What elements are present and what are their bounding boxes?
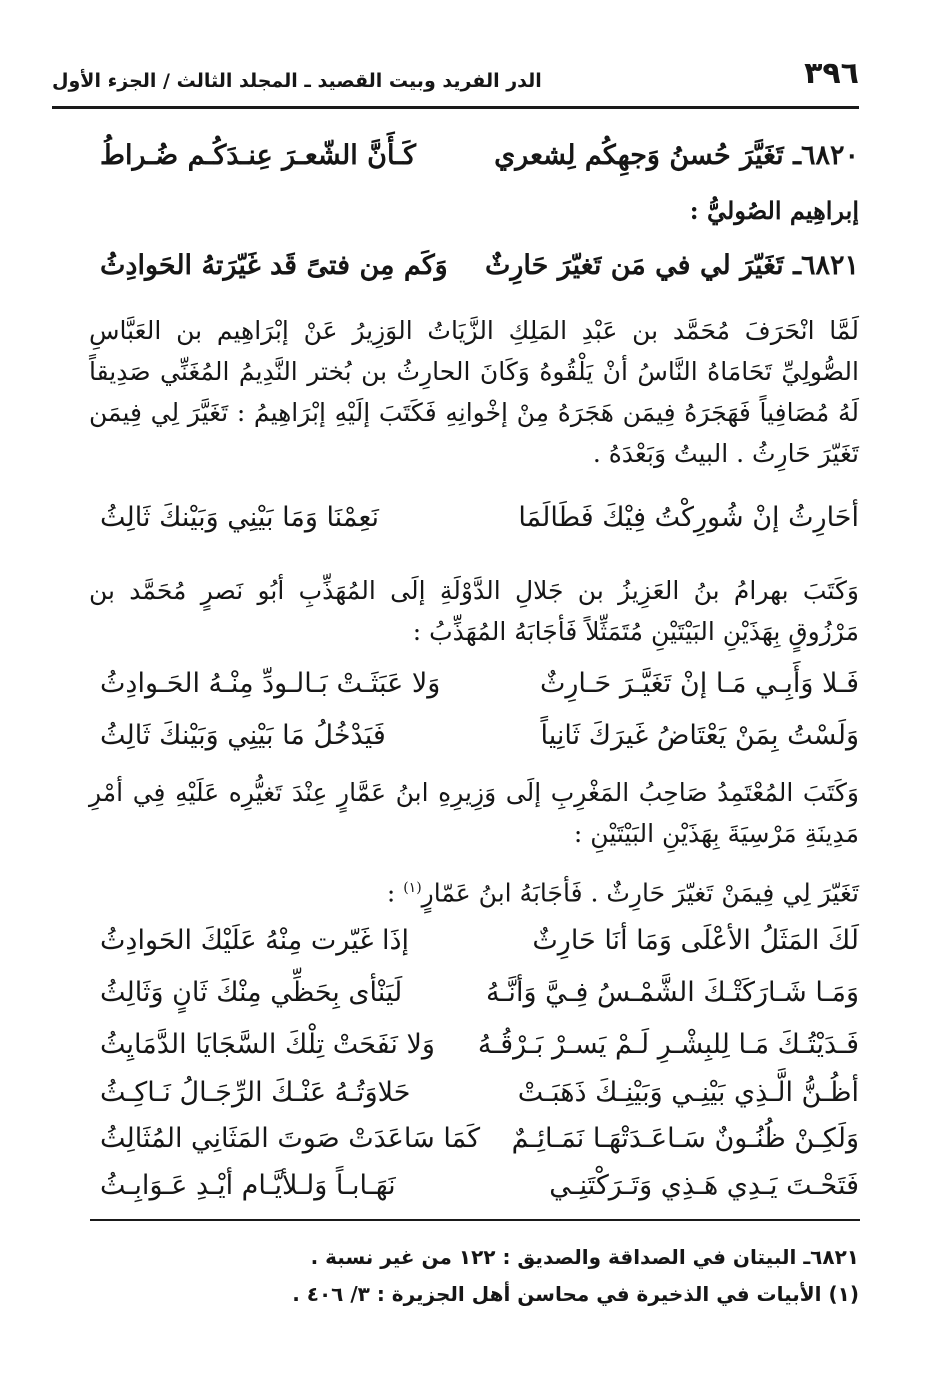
prose-paragraph-2: وَكَتَبَ بهرامُ بنُ العَزِيزُ بن جَلالِ الدَّوْلَةِ إلَى المُهَذِّبِ أبُو نَصرٍ مُحَمَّد بن مَرْزُوقٍ بِهَذَيْنِ البَيْتَيْنِ مُتَمَثِّلاً فَأجَابَهُ المُهَذِّبُ : (89, 576, 859, 646)
verse-6821 (100, 250, 859, 300)
verse-second-hemistich: فَيَدْخُلُ مَا بَيْنِي وَبَيْنكَ ثَالِثُ (100, 720, 386, 751)
verse-second-hemistich: كَـأَنَّ الشّعـرَ عِنـدَكُـم ضُـراطُ (100, 140, 416, 171)
prose-colon: : (386, 878, 404, 908)
verse-ibn-ammar-3 (100, 1029, 859, 1079)
verse-first-hemistich: وَلَكِـنْ ظُنُـونٌ سَـاعَـدَتْهَـا نَمَـائِـمٌ (511, 1123, 859, 1154)
verse-ibn-ammar-6 (100, 1170, 859, 1220)
verse-ibn-ammar-1 (100, 925, 859, 975)
verse-first-hemistich: فَتَحْـتَ يَـدِي هَـذِي وَتَـرَكْتَنِـي (549, 1170, 859, 1201)
verse-first-hemistich: أظُـنُّ الَّـذِي بَيْنِـي وَبَيْنِـكَ ذَهَبَـتْ (517, 1077, 859, 1108)
prose-text: تَغَيّرَ لِي فِيمَنْ تَغيّرَ حَارِثٌ . فَأجَابَهُ ابنُ عَمّارٍ (421, 878, 859, 908)
page-number: ٣٩٦ (804, 56, 859, 91)
verse-first-hemistich: فَـدَيْتُـكَ مَـا لِلبِشْـرِ لَـمْ يَسـرْ بَـرْقُـهُ (477, 1029, 859, 1060)
footnote-6821: ٦٨٢١ـ البيتان في الصداقة والصديق : ١٢٢ من غير نسبة . (310, 1245, 859, 1269)
verse-second-hemistich: لَيَنْأى بِحَظِّي مِنْكَ ثَانٍ وَثَالِثُ (100, 977, 403, 1008)
verse-ibn-ammar-5 (100, 1123, 859, 1173)
verse-second-hemistich: نَهَـابـاً وَلـلأيَّـام أيْـدِ عَـوَابِـثُ (100, 1170, 396, 1201)
verse-muhadhdhab-2 (100, 720, 859, 770)
footnote-reference: (١) (403, 880, 422, 896)
verse-second-hemistich: حَلاوَتُـهُ عَنْـكَ الرِّجَـالُ نَـاكِـثُ (100, 1077, 411, 1108)
verse-first-hemistich: ٦٨٢٠ـ تَغَيَّرَ حُسنُ وَجهِكُم لِشعري (494, 140, 859, 171)
footnote-1: (١) الأبيات في الذخيرة في محاسن أهل الجزيرة : ٣/ ٤٠٦ . (292, 1282, 859, 1306)
verse-second-hemistich: كَمَا سَاعَدَتْ صَوتَ المَثَانِي المُثَالِثُ (100, 1123, 481, 1154)
verse-first-hemistich: وَلَسْتُ بِمَنْ يَعْتَاضُ غَيرَكَ ثَانِياً (540, 720, 859, 751)
running-title: الدر الفريد وبيت القصيد ـ المجلد الثالث / الجزء الأول (52, 70, 542, 92)
prose-paragraph-4 (89, 868, 859, 913)
verse-first-hemistich: لَكَ المَثَلُ الأعْلَى وَمَا أنَا حَارِثٌ (532, 925, 859, 956)
verse-ibn-ammar-2 (100, 977, 859, 1027)
verse-second-hemistich: وَكَم مِن فتىً قَد غَيّرَتهُ الحَوادِثُ (100, 250, 448, 281)
verse-first-hemistich: أحَارِثُ إنْ شُورِكْتُ فِيْكَ فَطَالَمَا (518, 502, 859, 533)
page-header (52, 52, 859, 100)
verse-first-hemistich: فَـلا وَأَبِـي مَـا إنْ تَغَيَّـرَ حَـارِثٌ (539, 668, 859, 699)
verse-muhadhdhab-1 (100, 668, 859, 718)
verse-ibn-ammar-4 (100, 1077, 859, 1127)
prose-paragraph-1: لَمَّا انْحَرَفَ مُحَمَّد بن عَبْدِ المَلِكِ الزَّيَاتُ الوَزِيرُ عَنْ إبْرَاهِيم بن العَبَّاسِ الصُّولِيِّ تَحَامَاهُ النَّاسُ أنْ يَلْقُوهُ وَكَانَ الحارِثُ بن بُختر النَّدِيمُ المُغَنِّي صَدِيقاً لَهُ مُصَافِياً فَهَجَرَهُ فِيمَن هَجَرَهُ مِنْ إخْوانِهِ فَكَتَبَ إلَيْهِ إبْرَاهِيمُ : تَغَيَّرَ لِي فِيمَن تَغَيّرَ حَارِثُ . البيتُ وَبَعْدَهُ . (89, 316, 859, 468)
verse-second-hemistich: نَعِمْنَا وَمَا بَيْنِي وَبَيْنكَ ثَالِثُ (100, 502, 379, 533)
footnote-rule (90, 1219, 860, 1221)
poet-name: إبراهِيم الصُوليُّ : (689, 196, 859, 225)
header-rule (52, 106, 859, 109)
verse-harith (100, 502, 859, 552)
prose-paragraph-3: وَكَتَبَ المُعْتَمِدُ صَاحِبُ المَغْرِبِ إلَى وَزِيرِهِ ابنُ عَمَّارٍ عِنْدَ تَغيُّرِه عَلَيْهِ فِي أمْرِ مَدِينَةِ مَرْسِيَةَ بِهَذَيْنِ البَيْتَيْنِ : (89, 778, 859, 848)
verse-second-hemistich: وَلا نَفَحَتْ تِلْكَ السَّجَايَا الدَّمَايِثُ (100, 1029, 435, 1060)
verse-first-hemistich: وَمَـا شَـارَكَتْـكَ الشَّمْـسُ فِـيَّ وَأنَّـهُ (486, 977, 859, 1008)
verse-6820 (100, 140, 859, 190)
verse-first-hemistich: ٦٨٢١ـ تَغَيّرَ لي في مَن تَغيّرَ حَارِثٌ (484, 250, 859, 281)
verse-second-hemistich: وَلا عَبَثَـتْ بَـالـودِّ مِنْـهُ الحَـوادِثُ (100, 668, 441, 699)
verse-second-hemistich: إذَا غَيّرت مِنْهُ عَلَيْكَ الحَوادِثُ (100, 925, 410, 956)
